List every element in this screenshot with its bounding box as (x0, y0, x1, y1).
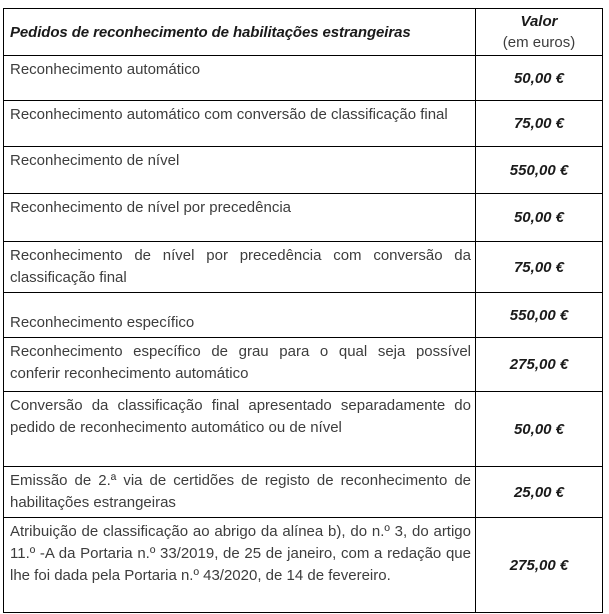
table-row (4, 242, 603, 293)
fee-description-cell: Reconhecimento específico de grau para o qual seja possível conferir reconhecimento automático (4, 338, 476, 392)
fee-description-cell: Reconhecimento automático com conversão de classificação final (4, 101, 476, 147)
table-row (4, 467, 603, 518)
fee-value-cell: 275,00 € (476, 338, 603, 392)
fee-description-cell: Reconhecimento de nível (4, 147, 476, 194)
header-row (4, 9, 603, 56)
fee-value-cell: 75,00 € (476, 101, 603, 147)
fee-description-cell: Reconhecimento de nível por precedência (4, 194, 476, 242)
fee-value-cell: 550,00 € (476, 293, 603, 338)
fee-description-cell: Reconhecimento específico (4, 293, 476, 338)
fee-value-cell: 50,00 € (476, 194, 603, 242)
fee-description-cell: Emissão de 2.ª via de certidões de registo de reconhecimento de habilitações estrangeiras (4, 467, 476, 518)
table-row (4, 518, 603, 613)
fee-description-cell: Reconhecimento automático (4, 56, 476, 101)
value-header (476, 9, 603, 56)
table-row (4, 338, 603, 392)
table-row (4, 293, 603, 338)
fee-description-cell: Atribuição de classificação ao abrigo da alínea b), do n.º 3, do artigo 11.º -A da Portaria n.º 33/2019, de 25 de janeiro, com a redação que lhe foi dada pela Portaria n.º 43/2020, de 14 de fevereiro. (4, 518, 476, 613)
table-row (4, 147, 603, 194)
fee-value-cell: 275,00 € (476, 518, 603, 613)
fee-value-cell: 550,00 € (476, 147, 603, 194)
fee-description-cell: Reconhecimento de nível por precedência com conversão da classificação final (4, 242, 476, 293)
table-row (4, 194, 603, 242)
fee-description-cell: Conversão da classificação final apresentado separadamente do pedido de reconhecimento automático ou de nível (4, 392, 476, 467)
table-row (4, 56, 603, 101)
fee-value-cell: 25,00 € (476, 467, 603, 518)
fee-value-cell: 50,00 € (476, 56, 603, 101)
value-header-title: Valor (520, 13, 558, 30)
fee-description-header: Pedidos de reconhecimento de habilitações estrangeiras (4, 9, 476, 56)
table-row (4, 101, 603, 147)
table-row (4, 392, 603, 467)
fee-table (3, 8, 603, 613)
fee-value-cell: 75,00 € (476, 242, 603, 293)
fee-value-cell: 50,00 € (476, 392, 603, 467)
value-header-subtitle: (em euros) (502, 34, 576, 51)
